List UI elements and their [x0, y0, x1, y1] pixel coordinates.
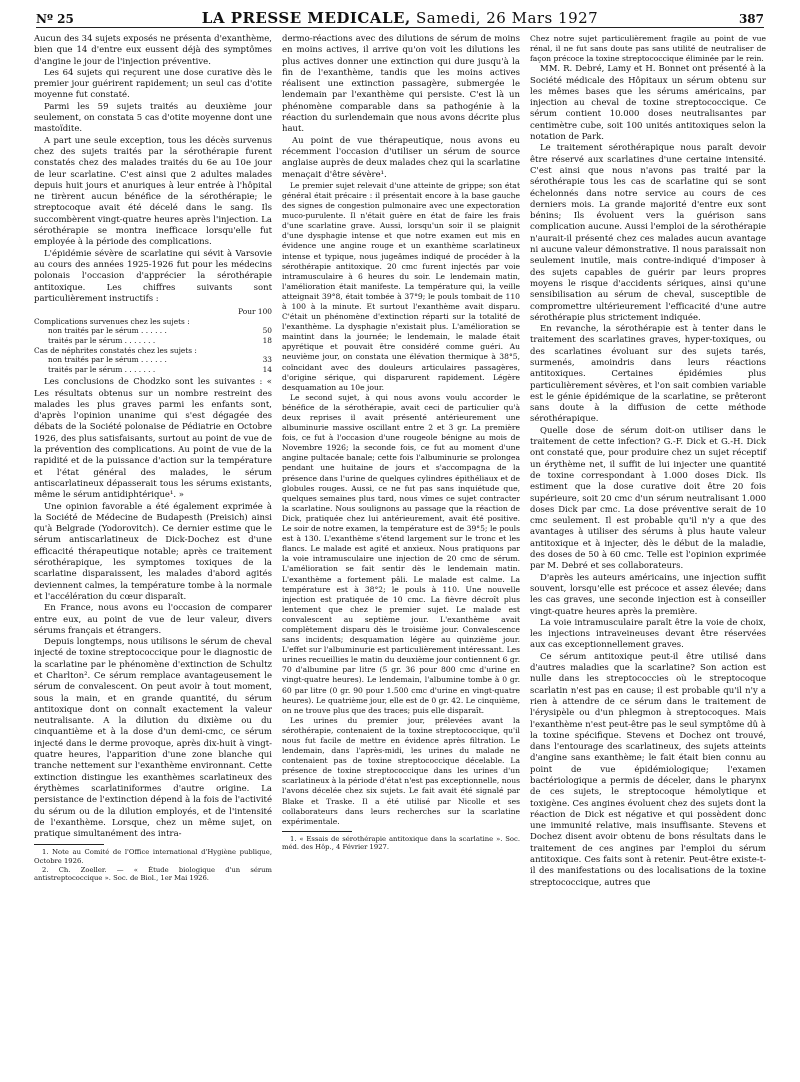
- case-report: [282, 181, 520, 827]
- stats-label: traités par le sérum . . . . . . .: [48, 364, 156, 374]
- issue-date: Samedi, 26 Mars 1927: [410, 9, 599, 27]
- paragraph: Parmi les 59 sujets traités au deuxième jour seulement, on constata 5 cas d'otite moyenne dont une mastoïdite.: [34, 101, 272, 135]
- paragraph: Le traitement sérothérapique nous paraît devoir être réservé aux scarlatines d'une certaine intensité. C'est ainsi que nous n'avons pas traité par la sérothérapie tous les cas de scarlatine qui se sont échelonnés dans notre service au cours de ces derniers mois. La grande majorité d'entre eux sont bénins; Ils évoluent vers la guérison sans complication aucune. Aussi l'emploi de la sérothérapie n'aurait-il présenté chez ces malades aucun avantage ni aucune valeur démonstrative. Il nous paraissait non seulement inutile, mais contre-indiqué d'imposer à des sujets capables de guérir par leurs propres moyens le risque d'accidents sériques, ainsi qu'une sensibilisation au sérum de cheval, susceptible de compromettre ultérieurement l'efficacité d'une autre sérothérapie plus strictement indiquée.: [530, 143, 766, 323]
- paragraph: MM. R. Debré, Lamy et H. Bonnet ont présenté à la Société médicale des Hôpitaux un sérum obtenu sur les mêmes bases que les sérums américains, par injection au cheval de toxine streptococcique. Ce sérum contient 10.000 doses neutralisantes par centimètre cube, soit 100 unités antitoxiques selon la notation de Park.: [530, 64, 766, 143]
- paragraph: A part une seule exception, tous les décès survenus chez des sujets traités par la sérothérapie furent constatés chez des malades traités du 6e au 10e jour de leur scarlatine. C'est ainsi que 2 adultes malades depuis huit jours et anuriques à leur entrée à l'hôpital ne tirèrent aucun bénéfice de la sérothérapie; le streptocoque avait été décelé dans le sang. Ils succombèrent vingt-quatre heures après l'injection. La sérothérapie se montra inefficace lorsqu'elle fut employée à la période des complications.: [34, 135, 272, 248]
- footnote: 2. Ch. Zoeller. — « Étude biologique d'un sérum antistreptococcique ». Soc. de Biol., 1er Mai 1926.: [34, 865, 272, 883]
- footnote-rule: [34, 844, 104, 845]
- statistics-table: [34, 307, 272, 374]
- column-2: [282, 34, 520, 852]
- paragraph: L'épidémie sévère de scarlatine qui sévit à Varsovie au cours des années 1925-1926 fut pour les médecins polonais l'occasion d'apprécier la sérothérapie antitoxique. Les chiffres suivants sont particulièrement instructifs :: [34, 248, 272, 304]
- stats-heading: Cas de néphrites constatés chez les sujets :: [34, 345, 197, 355]
- page-header: [36, 6, 764, 34]
- paragraph: Le premier sujet relevait d'une atteinte de grippe; son état général était précaire : il présentait encore à la base gauche des signes de congestion pulmonaire avec une expectoration muco-purulente. Il n'était guère en état de faire les frais d'une scarlatine grave. Aussi, lorsqu'un soir il se plaignit d'une dysphagie intense et que notre examen eut mis en évidence une angine rouge et un exanthème scarlatineux intense et typique, nous jugeâmes indiqué de procéder à la sérothérapie antitoxique. 20 cmc furent injectés par voie intramusculaire à 6 heures du soir. Le lendemain matin, l'amélioration était manifeste. La température qui, la veille atteignait 39°8, était tombée à 37°9; le pouls tombait de 110 à 100 à la minute. Et surtout l'exanthème avait disparu. C'était un phénomène d'extinction réparti sur la totalité de l'exanthème. La dysphagie n'existait plus. L'amélioration se maintint dans la journée; le lendemain, le malade était apyrétique et pouvait être considéré comme guéri. Au neuvième jour, on constata une élévation thermique à 38°5, coïncidant avec des douleurs articulaires passagères, d'origine sérique, qui disparurent rapidement. Légère desquamation au 10e jour.: [282, 180, 520, 392]
- stats-heading: Complications survenues chez les sujets :: [34, 316, 190, 326]
- paragraph: Au point de vue thérapeutique, nous avons eu récemment l'occasion d'utiliser un sérum de source anglaise auprès de deux malades chez qui la scarlatine menaçait d'être sévère¹.: [282, 135, 520, 180]
- page-number: 387: [738, 12, 764, 26]
- column-1: [34, 34, 272, 883]
- stats-label: non traités par le sérum . . . . . .: [48, 355, 167, 365]
- header-rule: [36, 27, 764, 28]
- column-3: [530, 34, 766, 889]
- paragraph: Chez notre sujet particulièrement fragile au point de vue rénal, il ne fut sans doute pas sans utilité de neutraliser de façon précoce la toxine streptococcique éliminée par le rein.: [530, 34, 766, 64]
- paragraph: dermo-réactions avec des dilutions de sérum de moins en moins actives, il arrive qu'on voit les dilutions les plus actives donner une extinction qui dure jusqu'à la fin de l'exanthème, tandis que les moins actives réalisent une extinction passagère, submergée le lendemain par l'exanthème qui persiste. C'est là un phénomène comparable dans sa pathogénie à la réaction du surlendemain que nous avons décrite plus haut.: [282, 34, 520, 135]
- paragraph: Les urines du premier jour, prélevées avant la sérothérapie, contenaient de la toxine streptococcique, qu'il nous fut facile de mettre en évidence après filtration. Le lendemain, dans l'après-midi, les urines du malade ne contenaient pas de toxine streptococcique décelable. La présence de toxine streptococcique dans les urines d'un scarlatineux à la période d'état n'est pas exceptionnelle, nous l'avons décelée chez six sujets. Le fait avait été signalé par Blake et Traske. Il a été utilisé par Nicolle et ses collaborateurs dans leurs recherches sur la scarlatine expérimentale.: [282, 715, 520, 826]
- paragraph: Les 64 sujets qui reçurent une dose curative dès le premier jour guérirent rapidement; un seul cas d'otite moyenne fut constaté.: [34, 67, 272, 101]
- paragraph: D'après les auteurs américains, une injection suffit souvent, lorsqu'elle est précoce et assez élevée; dans les cas graves, une seconde injection est à conseiller vingt-quatre heures après la première.: [530, 572, 766, 617]
- paragraph: Depuis longtemps, nous utilisons le sérum de cheval injecté de toxine streptococcique pour le diagnostic de la scarlatine par le phénomène d'extinction de Schultz et Charlton². Ce sérum remplace avantageusement le sérum de convalescent. On peut avoir à tout moment, sous la main, et en grande quantité, du sérum antitoxique dont on connaît exactement la valeur neutralisante. A la dilution du dixième ou du cinquantième et à la dose d'un demi-cmc, ce sérum injecté dans le derme provoque, après dix-huit à vingt-quatre heures, l'apparition d'une zone blanche qui tranche nettement sur l'exanthème environnant. Cette extinction distingue les exanthèmes scarlatineux des érythèmes scarlatiniformes d'autre origine. La persistance de l'extinction dépend à la fois de l'activité du sérum ou de la dilution employés, et de l'intensité de l'exanthème. Lorsque, chez un même sujet, on pratique simultanément des intra-: [34, 637, 272, 840]
- paragraph: Une opinion favorable a été également exprimée à la Société de Médecine de Budapesth (Preisich) ainsi qu'à Belgrade (Yodorovitch). Ce dernier estime que le sérum antiscarlatineux de Dick-Dochez est d'une efficacité thérapeutique notable; après ce traitement sérothérapique, les symptomes toxiques de la scarlatine disparaissent, les malades d'abord agités deviennent calmes, la température tombe à la normale et l'accélération du cœur disparaît.: [34, 501, 272, 602]
- stats-value: 33: [262, 355, 272, 365]
- footnote: 1. « Essais de sérothérapie antitoxique dans la scarlatine ». Soc. méd. des Hôp., 4 Février 1927.: [282, 834, 520, 852]
- paragraph: En revanche, la sérothérapie est à tenter dans le traitement des scarlatines graves, hyper-toxiques, ou des scarlatines évoluant sur des sujets tarés, surmenés, amoindris dans leurs réactions antitoxiques. Certaines épidémies plus particulièrement sévères, et l'on sait combien variable est le génie épidémique de la scarlatine, se prêteront sans doute à la diffusion de cette méthode sérothérapique.: [530, 324, 766, 425]
- paragraph: La voie intramusculaire paraît être la voie de choix, les injections intraveineuses devant être réservées aux cas exceptionnellement graves.: [530, 617, 766, 651]
- stats-label: non traités par le sérum . . . . . .: [48, 326, 167, 336]
- case-report-continued: [530, 34, 766, 64]
- stats-value: 14: [262, 364, 272, 374]
- paragraph: Quelle dose de sérum doit-on utiliser dans le traitement de cette infection? G.-F. Dick et G.-H. Dick ont constaté que, pour produire chez un sujet réceptif un érythème net, il suffit de lui injecter une quantité de toxine correspondant à 1.000 doses Dick. Ils estiment que la dose curative doit être 20 fois supérieure, soit 20 cmc d'un sérum neutralisant 1.000 doses Dick par cmc. La dose préventive serait de 10 cmc seulement. Il est probable qu'il n'y a que des avantages à utiliser des sérums à plus haute valeur antitoxique et à injecter, dès le début de la maladie, des doses de 50 à 60 cmc. Telle est l'opinion exprimée par M. Debré et ses collaborateurs.: [530, 425, 766, 572]
- paragraph: En France, nous avons eu l'occasion de comparer entre eux, au point de vue de leur valeur, divers sérums français et étrangers.: [34, 603, 272, 636]
- paragraph: Ce sérum antitoxique peut-il être utilisé dans d'autres maladies que la scarlatine? Son action est nulle dans les streptococcies où le streptocoque scarlatin n'est pas en cause; il est probable qu'il n'y a rien à attendre de ce sérum dans le traitement de l'érysipèle ou d'un phlegmon à streptocoques. Mais l'exanthème n'est peut-être pas le seul symptôme dû à la toxine spécifique. Stevens et Dochez ont trouvé, dans l'entourage des scarlatineux, des sujets atteints d'angine sans exanthème; le fait était bien connu au point de vue épidémiologique; l'examen bactériologique a permis de déceler, dans le pharynx de ces sujets, le streptocoque hémolytique et toxigène. Ces angines évoluent chez des sujets dont la réaction de Dick est négative et qui possèdent donc une immunité relative, mais insuffisante. Stevens et Dochez disent avoir obtenu de bons résultats dans le traitement de ces angines par l'emploi du sérum antitoxique. Ces faits sont à retenir. Peut-être existe-t-il des manifestations ou des localisations de la toxine streptococcique, autres que: [530, 651, 766, 888]
- stats-label: traités par le sérum . . . . . . .: [48, 335, 156, 345]
- paragraph: Les conclusions de Chodzko sont les suivantes : « Les résultats obtenus sur un nombre restreint des malades les plus graves parmi les enfants sont, d'après l'opinion unanime qui s'est dégagée des débats de la Société polonaise de Pédiatrie en Octobre 1926, des plus satisfaisants, surtout au point de vue de la prévention des complications. Au point de vue de la rapidité et de la puissance d'action sur la température et l'état général des malades, le sérum antiscarlatineux dépasserait tous les sérums existants, même le sérum antidiphtérique¹. »: [34, 377, 273, 501]
- footnotes: [34, 848, 272, 882]
- stats-value: 18: [262, 335, 272, 345]
- journal-title: LA PRESSE MEDICALE,: [201, 9, 411, 27]
- footnote: 1. Note au Comité de l'Office international d'Hygiène publique, Octobre 1926.: [34, 848, 272, 866]
- paragraph: Le second sujet, à qui nous avons voulu accorder le bénéfice de la sérothérapie, avait ceci de particulier qu'à deux reprises il avait présenté antérieurement une albuminurie massive oscillant entre 2 et 3 gr. La première fois, ce fut à l'occasion d'une rougeole bénigne au mois de Novembre 1926; la seconde fois, ce fut au moment d'une angine pultacée banale; cette fois l'albuminurie se prolongea pendant une huitaine de jours et s'accompagna de la présence dans l'urine de quelques cylindres épithéliaux et de globules rouges. Aussi, ce ne fut pas sans inquiétude que, quelques semaines plus tard, nous vîmes ce sujet contracter la scarlatine. Nous soulignons au passage que la réaction de Dick, pratiquée chez lui antérieurement, avait été positive. Le soir de notre examen, la température est de 39°5; le pouls est à 130. L'exanthème s'étend largement sur le tronc et les flancs. Le malade est agité et anxieux. Nous pratiquons par la voie intramusculaire une injection de 20 cmc de sérum. L'amélioration se fait sentir dès le lendemain matin. L'exanthème a fortement pâli. Le malade est calme. La température est à 38°2; le pouls à 110. Une nouvelle injection est pratiquée de 10 cmc. La fièvre décroît plus lentement que chez le premier sujet. Le malade est convalescent au septième jour. L'exanthème avait complètement disparu dès le troisième jour. Convalescence sans incidents; desquamation légère au quinzième jour. L'effet sur l'albuminurie est particulièrement intéressant. Les urines recueillies le matin du deuxième jour contiennent 6 gr. 70 d'albumine par litre (5 gr. 36 pour 800 cmc d'urine en vingt-quatre heures). Le lendemain, l'albumine tombe à 0 gr. 60 par litre (0 gr. 90 pour 1.500 cmc d'urine en vingt-quatre heures). Le quatrième jour, elle est de 0 gr. 42. Le cinquième, on ne trouve plus que des traces; puis elle disparaît.: [282, 392, 520, 715]
- stats-unit: Pour 100: [238, 307, 272, 317]
- footnote-rule: [282, 831, 352, 832]
- issue-number: Nº 25: [36, 12, 74, 26]
- footnotes: [282, 835, 520, 852]
- masthead: [36, 9, 764, 27]
- paragraph: Aucun des 34 sujets exposés ne présenta d'exanthème, bien que 14 d'entre eux eussent déjà des symptômes d'angine le jour de l'injection préventive.: [34, 34, 272, 67]
- stats-value: 50: [262, 326, 272, 336]
